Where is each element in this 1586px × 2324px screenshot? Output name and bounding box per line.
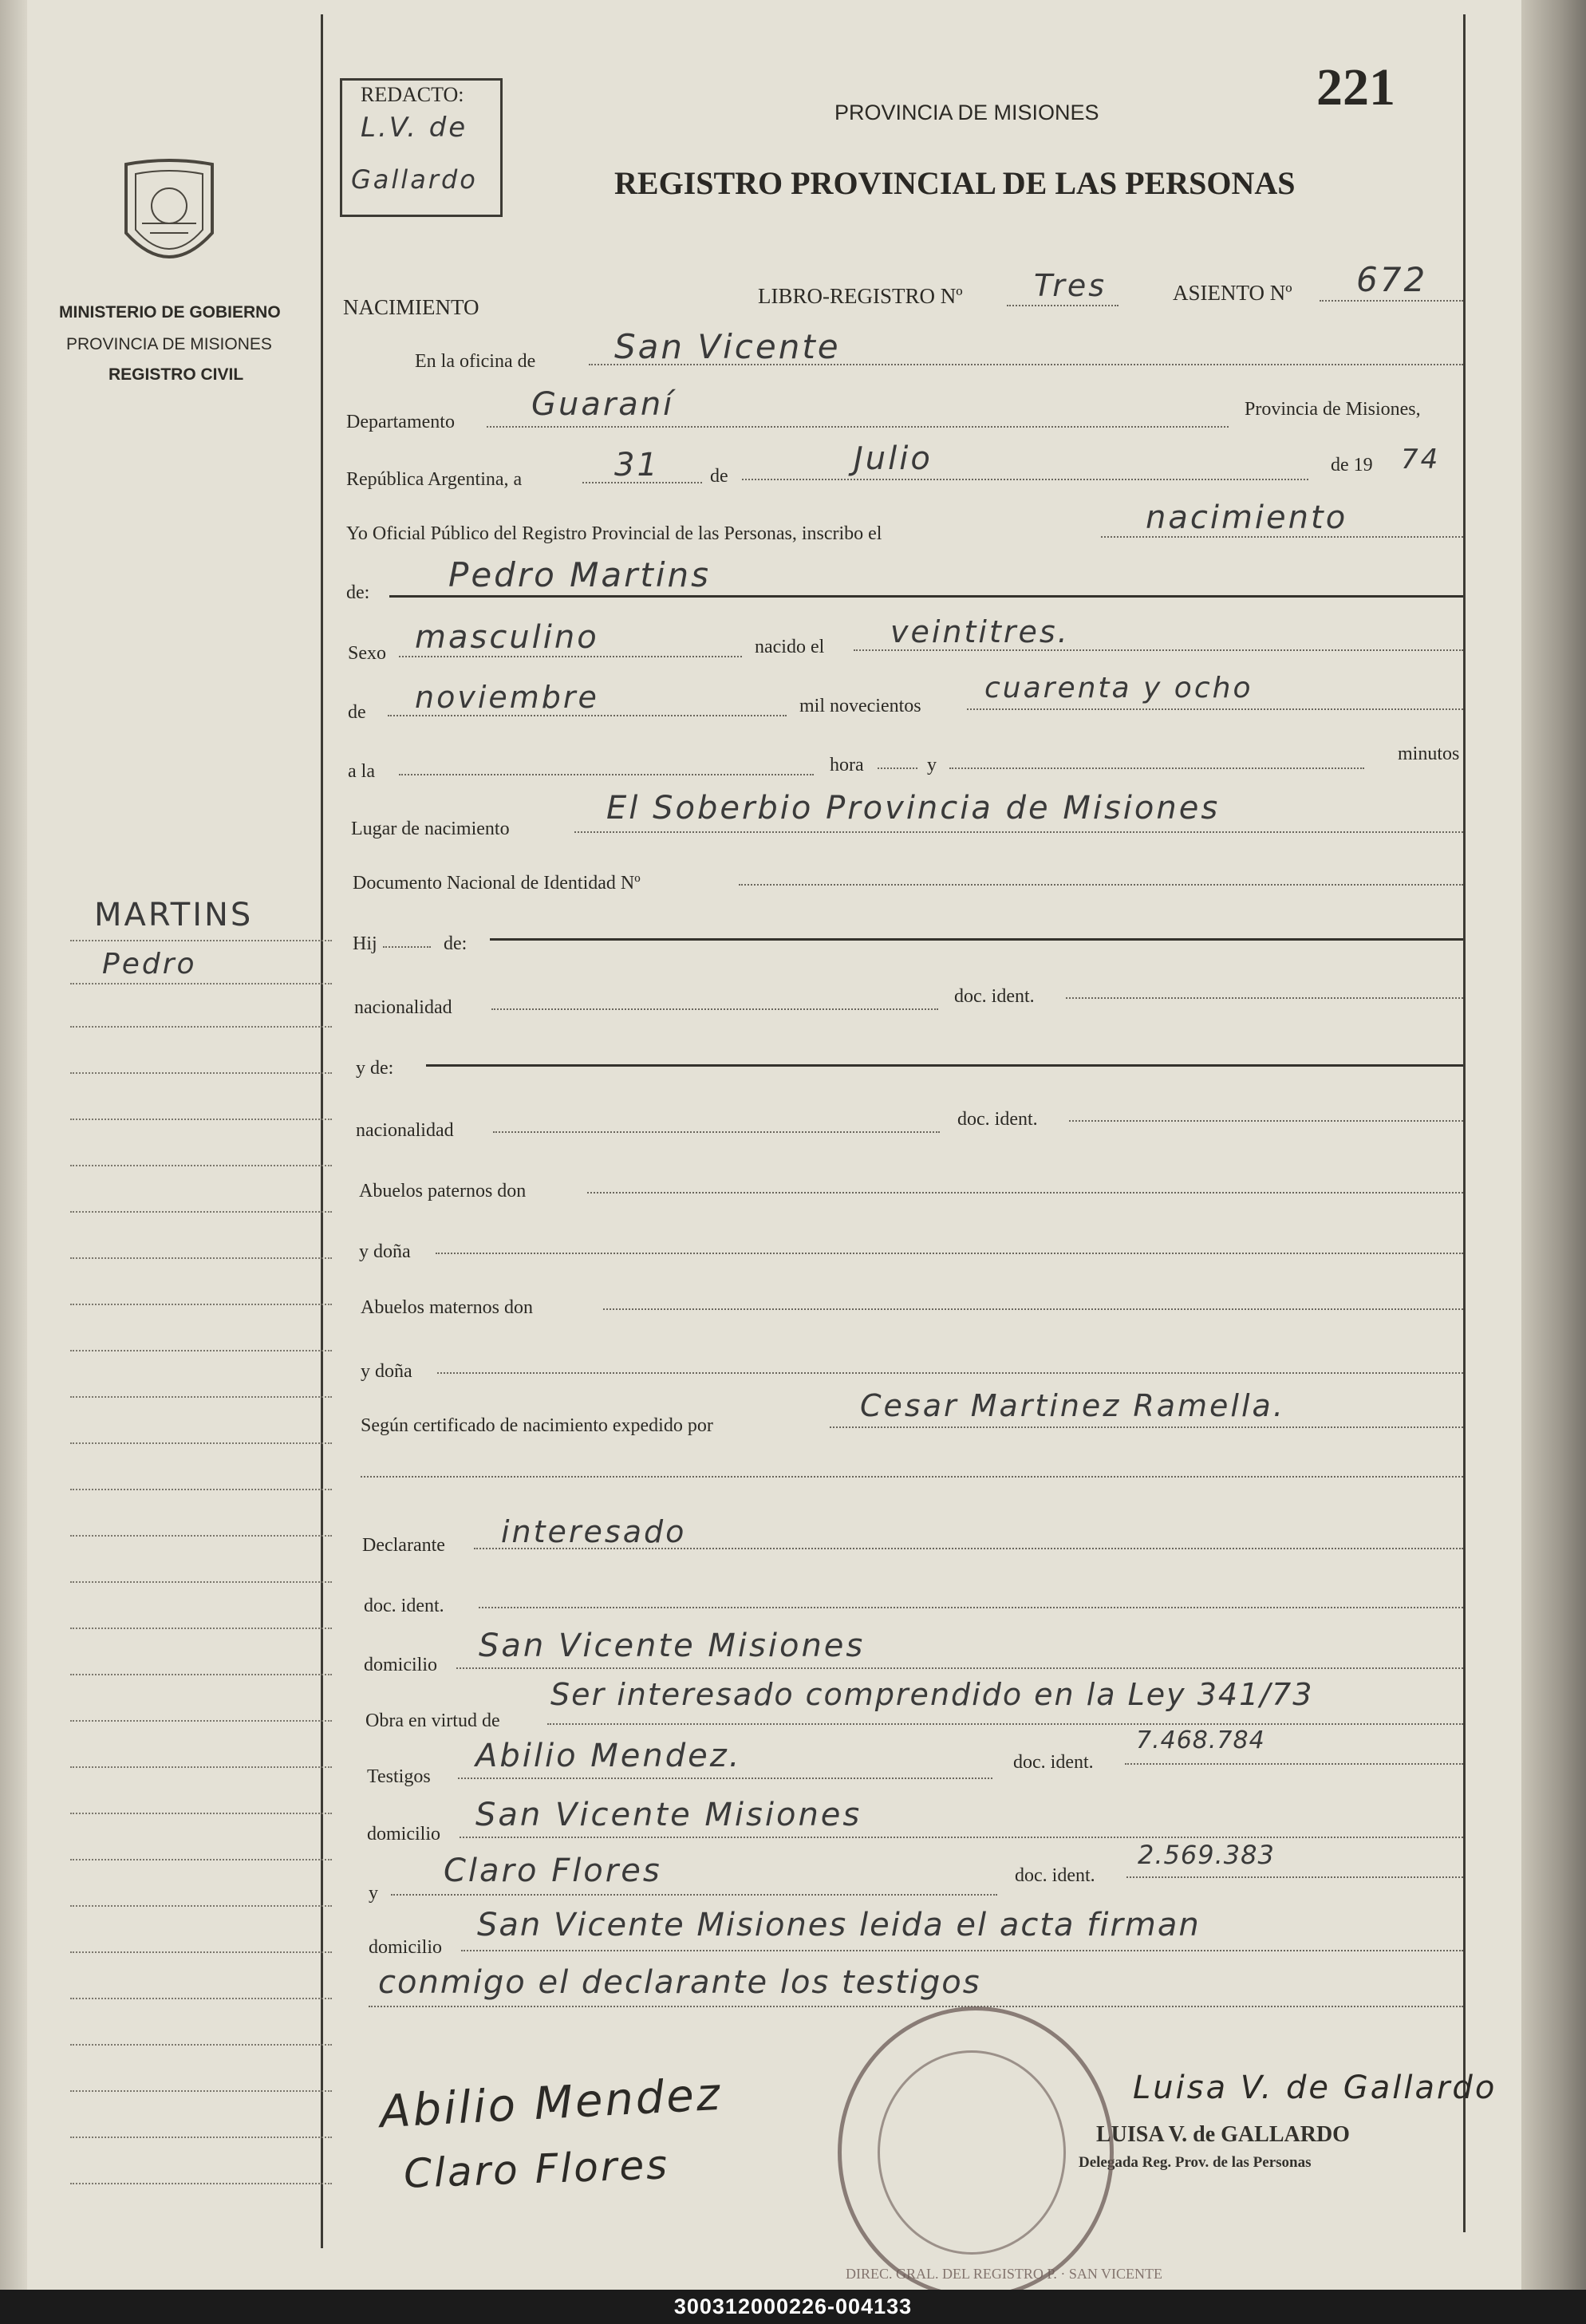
nacimiento-label: NACIMIENTO (343, 295, 479, 319)
domicilio-2-value: San Vicente Misiones (475, 1797, 862, 1833)
stamp-inner-ring (878, 2050, 1066, 2255)
testigo1-value: Abilio Mendez. (475, 1738, 742, 1774)
hij-label: Hij (353, 933, 377, 954)
signature-official: Luisa V. de Gallardo (1133, 2070, 1497, 2106)
republica-label: República Argentina, a (346, 469, 523, 490)
provincial-seal-icon (118, 156, 220, 281)
sexo-value: masculino (415, 619, 599, 656)
declarante-label: Declarante (362, 1535, 445, 1556)
domicilio-3-value: San Vicente Misiones leida el acta firman (477, 1907, 1201, 1943)
testigo2-value: Claro Flores (444, 1852, 662, 1889)
obra-value: Ser interesado comprendido en la Ley 341/73 (550, 1677, 1314, 1712)
nacido-label: nacido el (755, 637, 825, 657)
lugar-value: El Soberbio Provincia de Misiones (606, 790, 1221, 827)
libro-label: LIBRO-REGISTRO Nº (758, 284, 963, 308)
continuation-value: conmigo el declarante los testigos (378, 1964, 981, 2001)
testigo1-doc: 7.468.784 (1136, 1726, 1265, 1754)
margin-rule (321, 14, 323, 2248)
province-heading: PROVINCIA DE MISIONES (834, 101, 1099, 124)
hora-label: hora (830, 755, 864, 775)
mes-value: noviembre (415, 680, 599, 715)
docident-testigo2-label: doc. ident. (1015, 1865, 1095, 1886)
ministry-label: MINISTERIO DE GOBIERNO (59, 303, 281, 322)
stamp-text: DIREC. GRAL. DEL REGISTRO P. · SAN VICENTE (846, 2266, 1163, 2282)
domicilio-2-label: domicilio (367, 1824, 440, 1845)
lugar-label: Lugar de nacimiento (351, 819, 510, 839)
domicilio-1-label: domicilio (364, 1655, 437, 1675)
hij-de-label: de: (444, 933, 468, 954)
year-label: de 19 (1331, 455, 1373, 475)
ala-label: a la (348, 761, 375, 782)
nacionalidad-2-label: nacionalidad (356, 1120, 454, 1141)
document-id: 300312000226-004133 (673, 2294, 913, 2318)
mes-label: de (348, 702, 366, 723)
domicilio-3-label: domicilio (369, 1937, 442, 1958)
ydona-2-label: y doña (361, 1361, 412, 1382)
right-rule (1463, 14, 1466, 2232)
obra-label: Obra en virtud de (365, 1710, 500, 1731)
mil-value: cuarenta y ocho (984, 672, 1253, 704)
margin-given-name: Pedro (102, 948, 197, 980)
dni-label: Documento Nacional de Identidad Nº (353, 873, 641, 894)
docident-1-label: doc. ident. (954, 986, 1035, 1007)
yde-label: y de: (356, 1058, 394, 1079)
province-label-left: PROVINCIA DE MISIONES (66, 335, 272, 353)
departamento-label: Departamento (346, 412, 455, 432)
y-label: y (927, 755, 937, 775)
mil-label: mil novecientos (799, 696, 921, 716)
redacto-value-2: Gallardo (351, 164, 478, 195)
departamento-value: Guaraní (531, 386, 675, 423)
libro-value: Tres (1034, 268, 1107, 303)
docident-testigo1-label: doc. ident. (1013, 1752, 1094, 1773)
y2-label: y (369, 1883, 378, 1904)
page-stack-edge (1521, 0, 1586, 2290)
oficina-value: San Vicente (614, 327, 841, 366)
docident-declarante-label: doc. ident. (364, 1596, 444, 1616)
signature-abilio: Abilio Mendez (378, 2068, 724, 2139)
month-value: Julio (854, 440, 933, 477)
abuelos-maternos-label: Abuelos maternos don (361, 1297, 533, 1318)
year-value: 74 (1401, 444, 1441, 475)
redacto-value-1: L.V. de (361, 112, 468, 144)
segun-label: Según certificado de nacimiento expedido por (361, 1415, 713, 1436)
binding-edge (0, 0, 27, 2290)
docident-2-label: doc. ident. (957, 1109, 1038, 1130)
nacionalidad-1-label: nacionalidad (354, 997, 452, 1018)
oficial-label: Yo Oficial Público del Registro Provincial de las Personas, inscribo el (346, 523, 882, 544)
official-name: LUISA V. de GALLARDO (1096, 2122, 1350, 2147)
ydona-1-label: y doña (359, 1241, 411, 1262)
de-person-label: de: (346, 582, 370, 603)
minutos-label: minutos (1398, 744, 1460, 764)
official-title: Delegada Reg. Prov. de las Personas (1079, 2154, 1312, 2171)
margin-surname: MARTINS (94, 897, 254, 933)
asiento-label: ASIENTO Nº (1173, 281, 1292, 305)
sexo-label: Sexo (348, 643, 386, 664)
oficial-value: nacimiento (1146, 499, 1348, 536)
declarante-value: interesado (501, 1514, 687, 1549)
provincia-label: Provincia de Misiones, (1245, 399, 1421, 420)
civil-registry-label: REGISTRO CIVIL (108, 365, 244, 384)
testigos-label: Testigos (367, 1766, 431, 1787)
oficina-label: En la oficina de (415, 351, 536, 372)
registry-heading: REGISTRO PROVINCIAL DE LAS PERSONAS (614, 165, 1296, 201)
abuelos-paternos-label: Abuelos paternos don (359, 1181, 527, 1201)
redacto-label: REDACTO: (361, 83, 464, 106)
day-value: 31 (614, 447, 660, 483)
asiento-value: 672 (1356, 260, 1428, 299)
segun-value: Cesar Martinez Ramella. (860, 1388, 1285, 1423)
testigo2-doc: 2.569.383 (1138, 1840, 1275, 1870)
person-value: Pedro Martins (448, 555, 712, 594)
nacido-value: veintitres. (890, 614, 1070, 649)
domicilio-1-value: San Vicente Misiones (479, 1628, 866, 1664)
signature-claro: Claro Flores (403, 2141, 671, 2197)
de-label: de (710, 466, 728, 487)
page-number: 221 (1316, 58, 1395, 116)
